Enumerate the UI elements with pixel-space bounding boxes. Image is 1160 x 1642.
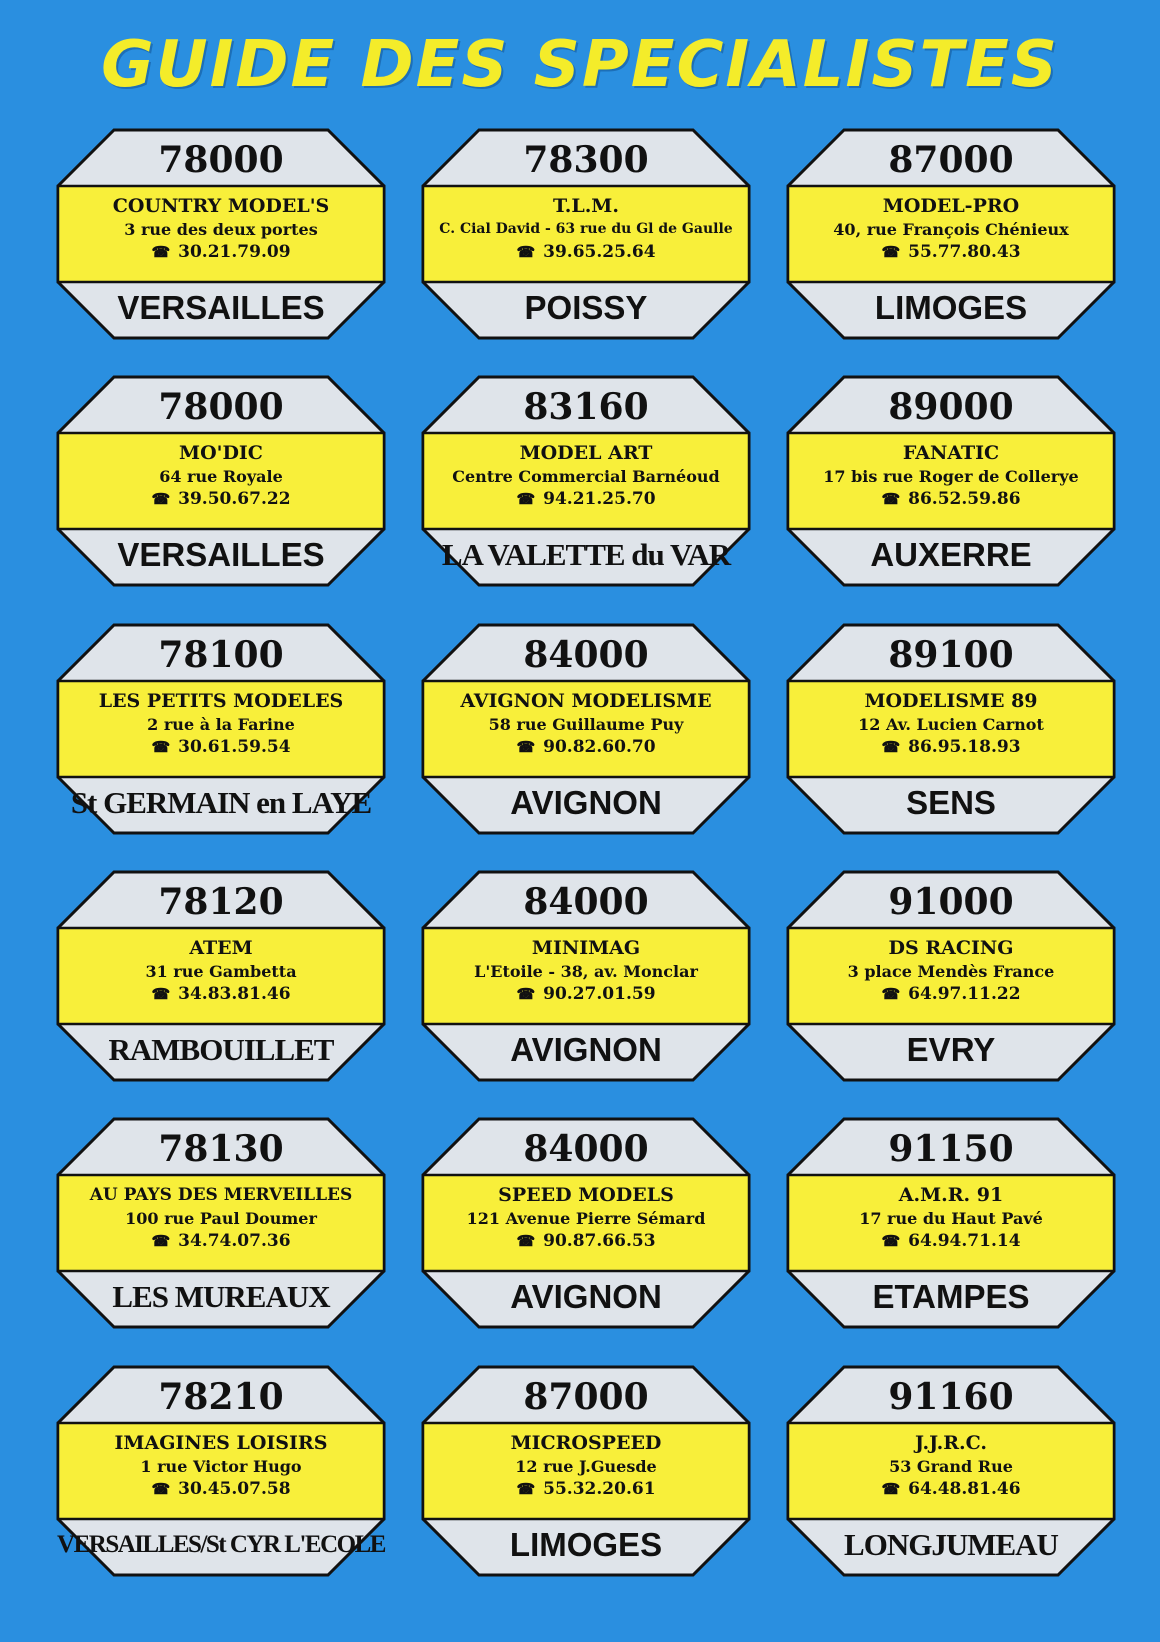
shop-address: Centre Commercial Barnéoud	[452, 467, 720, 486]
shop-address: L'Etoile - 38, av. Monclar	[474, 962, 698, 981]
shop-city: St GERMAIN en LAYE	[70, 785, 372, 820]
shop-phone	[790, 241, 1112, 264]
shop-phone	[790, 1230, 1112, 1253]
shop-phone	[425, 736, 747, 759]
shop-card	[786, 128, 1116, 340]
shop-name: AU PAYS DES MERVEILLES	[89, 1185, 353, 1205]
shop-card	[421, 1365, 751, 1577]
shop-city: LONGJUMEAU	[844, 1527, 1058, 1562]
phone-number: 90.87.66.53	[543, 1231, 656, 1251]
shop-city: VERSAILLES/St CYR L'ECOLE	[57, 1531, 385, 1558]
shop-city: AVIGNON	[510, 1278, 662, 1315]
shop-card	[56, 870, 386, 1082]
shop-name: MODELISME 89	[864, 690, 1038, 712]
shop-info	[425, 683, 747, 775]
shop-phone	[60, 1230, 382, 1253]
shop-address: 17 bis rue Roger de Collerye	[823, 467, 1079, 486]
postal-code: 78210	[158, 1376, 284, 1418]
shop-card	[421, 623, 751, 835]
shop-phone	[425, 241, 747, 264]
postal-code: 87000	[523, 1376, 649, 1418]
shop-info	[60, 930, 382, 1022]
shop-card	[421, 375, 751, 587]
postal-code: 78300	[523, 139, 649, 181]
shop-card	[786, 870, 1116, 1082]
phone-number: 90.82.60.70	[543, 737, 656, 757]
phone-number: 30.21.79.09	[178, 242, 291, 262]
shop-info	[790, 1177, 1112, 1269]
postal-code: 91000	[888, 881, 1014, 923]
phone-icon: ☎	[151, 738, 171, 756]
shop-address: 12 Av. Lucien Carnot	[858, 715, 1044, 734]
phone-icon: ☎	[516, 490, 536, 508]
shop-address: 3 place Mendès France	[847, 962, 1055, 981]
shop-city: AUXERRE	[870, 536, 1032, 573]
shop-name: J.J.R.C.	[914, 1432, 988, 1454]
shop-info	[790, 1425, 1112, 1517]
shop-info	[60, 1177, 382, 1269]
shop-name: A.M.R. 91	[898, 1184, 1004, 1206]
postal-code: 91160	[888, 1376, 1014, 1418]
shop-name: ATEM	[189, 937, 253, 959]
shop-card	[56, 1117, 386, 1329]
postal-code: 84000	[523, 1128, 649, 1170]
shop-phone	[790, 1478, 1112, 1501]
phone-icon: ☎	[881, 490, 901, 508]
phone-number: 64.48.81.46	[908, 1479, 1021, 1499]
phone-icon: ☎	[151, 490, 171, 508]
phone-number: 55.32.20.61	[543, 1479, 656, 1499]
shop-phone	[60, 1478, 382, 1501]
shop-name: MODEL-PRO	[882, 195, 1020, 217]
shop-info	[425, 1425, 747, 1517]
shop-city: VERSAILLES	[117, 289, 325, 326]
postal-code: 78130	[158, 1128, 284, 1170]
shop-name: COUNTRY MODEL'S	[112, 195, 330, 217]
shop-info	[60, 1425, 382, 1517]
shop-card	[786, 623, 1116, 835]
shop-card	[421, 870, 751, 1082]
shop-info	[60, 683, 382, 775]
postal-code: 78000	[158, 386, 284, 428]
phone-icon: ☎	[151, 243, 171, 261]
postal-code: 91150	[888, 1128, 1014, 1170]
shop-address: 2 rue à la Farine	[147, 715, 295, 734]
postal-code: 78100	[158, 634, 284, 676]
shop-city: LA VALETTE du VAR	[441, 537, 731, 572]
phone-number: 55.77.80.43	[908, 242, 1021, 262]
phone-icon: ☎	[881, 1232, 901, 1250]
shop-phone	[60, 983, 382, 1006]
shop-name: MINIMAG	[531, 937, 641, 959]
shop-phone	[60, 488, 382, 511]
shop-card	[56, 623, 386, 835]
shop-card	[56, 375, 386, 587]
shop-card	[421, 128, 751, 340]
shop-address: 100 rue Paul Doumer	[125, 1209, 317, 1228]
phone-icon: ☎	[516, 1480, 536, 1498]
shop-city: EVRY	[906, 1031, 996, 1068]
postal-code: 78120	[158, 881, 284, 923]
shop-name: MODEL ART	[519, 442, 653, 464]
shop-phone	[790, 736, 1112, 759]
shop-phone	[60, 736, 382, 759]
shop-city: LES MUREAUX	[112, 1279, 330, 1314]
phone-number: 94.21.25.70	[543, 489, 656, 509]
shop-city: AVIGNON	[510, 1031, 662, 1068]
shop-name: T.L.M.	[553, 195, 619, 217]
postal-code: 84000	[523, 634, 649, 676]
phone-icon: ☎	[151, 1232, 171, 1250]
phone-icon: ☎	[881, 738, 901, 756]
shop-card	[786, 375, 1116, 587]
shop-card	[56, 128, 386, 340]
shop-address: 17 rue du Haut Pavé	[859, 1209, 1043, 1228]
shop-name: DS RACING	[888, 937, 1014, 959]
postal-code: 87000	[888, 139, 1014, 181]
shop-name: FANATIC	[902, 442, 1000, 464]
shop-address: 1 rue Victor Hugo	[140, 1457, 302, 1476]
phone-number: 64.97.11.22	[908, 984, 1021, 1004]
postal-code: 84000	[523, 881, 649, 923]
postal-code: 89000	[888, 386, 1014, 428]
shop-info	[425, 435, 747, 527]
shop-address: 40, rue François Chénieux	[833, 220, 1069, 239]
shop-info	[790, 930, 1112, 1022]
shop-phone	[425, 983, 747, 1006]
shop-address: 12 rue J.Guesde	[515, 1457, 657, 1476]
phone-icon: ☎	[881, 1480, 901, 1498]
shop-city: VERSAILLES	[117, 536, 325, 573]
phone-icon: ☎	[151, 1480, 171, 1498]
shop-address: 31 rue Gambetta	[145, 962, 297, 981]
shop-card	[56, 1365, 386, 1577]
shop-city: RAMBOUILLET	[108, 1032, 334, 1067]
shop-name: MO'DIC	[179, 442, 263, 464]
phone-icon: ☎	[516, 738, 536, 756]
phone-icon: ☎	[516, 1232, 536, 1250]
shop-info	[425, 188, 747, 280]
phone-number: 30.45.07.58	[178, 1479, 291, 1499]
shop-info	[790, 435, 1112, 527]
postal-code: 83160	[523, 386, 649, 428]
shop-name: AVIGNON MODELISME	[460, 690, 712, 712]
shop-phone	[425, 1478, 747, 1501]
shop-name: SPEED MODELS	[498, 1184, 674, 1206]
shop-info	[790, 188, 1112, 280]
shop-city: POISSY	[524, 289, 648, 326]
shop-info	[425, 1177, 747, 1269]
phone-icon: ☎	[151, 985, 171, 1003]
postal-code: 78000	[158, 139, 284, 181]
phone-number: 64.94.71.14	[908, 1231, 1021, 1251]
shop-city: LIMOGES	[874, 289, 1028, 326]
shop-card	[421, 1117, 751, 1329]
shop-city: ETAMPES	[872, 1278, 1030, 1315]
shop-card	[786, 1365, 1116, 1577]
shop-info	[60, 188, 382, 280]
phone-number: 34.74.07.36	[178, 1231, 291, 1251]
shop-address: 58 rue Guillaume Puy	[488, 715, 684, 734]
shop-phone	[790, 983, 1112, 1006]
shop-card	[786, 1117, 1116, 1329]
shop-name: IMAGINES LOISIRS	[114, 1432, 328, 1454]
phone-icon: ☎	[516, 243, 536, 261]
shop-phone	[60, 241, 382, 264]
shop-city: SENS	[906, 784, 996, 821]
shop-address: 64 rue Royale	[159, 467, 283, 486]
shop-info	[425, 930, 747, 1022]
phone-icon: ☎	[881, 985, 901, 1003]
shop-address: 3 rue des deux portes	[124, 220, 318, 239]
shop-info	[790, 683, 1112, 775]
phone-number: 86.52.59.86	[908, 489, 1021, 509]
shop-phone	[425, 488, 747, 511]
phone-number: 30.61.59.54	[178, 737, 291, 757]
postal-code: 89100	[888, 634, 1014, 676]
shop-address: 121 Avenue Pierre Sémard	[466, 1209, 706, 1228]
shop-phone	[790, 488, 1112, 511]
phone-number: 39.65.25.64	[543, 242, 656, 262]
phone-number: 34.83.81.46	[178, 984, 291, 1004]
shop-phone	[425, 1230, 747, 1253]
phone-icon: ☎	[881, 243, 901, 261]
phone-number: 90.27.01.59	[543, 984, 656, 1004]
shop-info	[60, 435, 382, 527]
phone-number: 86.95.18.93	[908, 737, 1021, 757]
page-title: GUIDE DES SPECIALISTES	[101, 28, 1059, 102]
shop-address: 53 Grand Rue	[889, 1457, 1013, 1476]
shop-address: C. Cial David - 63 rue du Gl de Gaulle	[439, 221, 733, 237]
shop-city: AVIGNON	[510, 784, 662, 821]
shop-name: LES PETITS MODELES	[98, 690, 344, 712]
shop-name: MICROSPEED	[510, 1432, 662, 1454]
shop-city: LIMOGES	[509, 1526, 663, 1563]
phone-icon: ☎	[516, 985, 536, 1003]
phone-number: 39.50.67.22	[178, 489, 291, 509]
